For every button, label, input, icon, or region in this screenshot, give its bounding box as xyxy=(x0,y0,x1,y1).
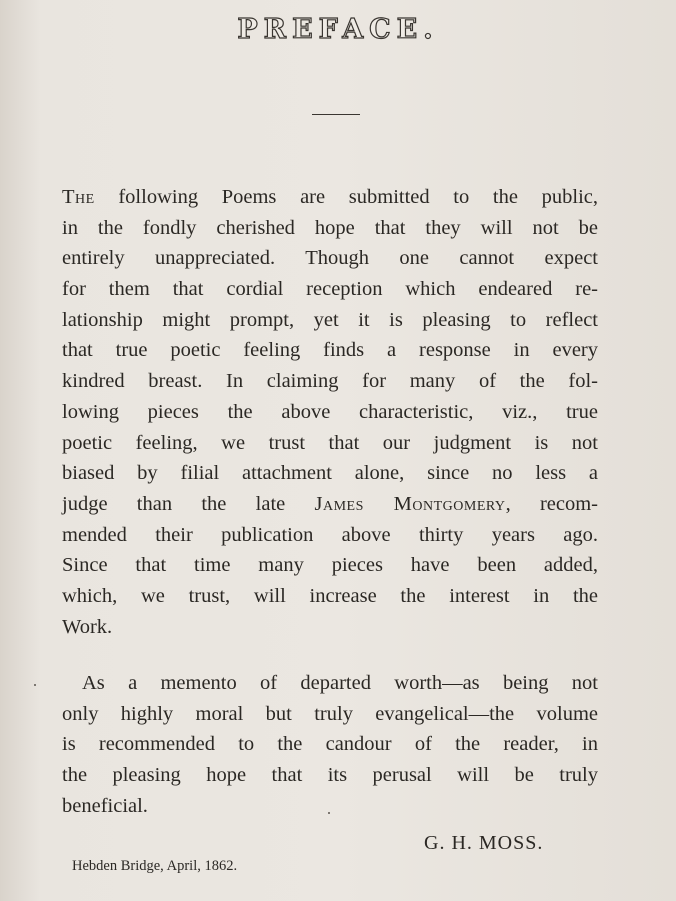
page-title: PREFACE. xyxy=(237,14,439,45)
text-line: entirely unappreciated. Though one cannot expect xyxy=(62,247,598,270)
text-line: in the fondly cherished hope that they will not be xyxy=(62,216,598,239)
text-line: judge than the late James Montgomery, recom- xyxy=(62,492,598,515)
text-line: Since that time many pieces have been added, xyxy=(62,554,598,577)
text-line: Work. xyxy=(62,615,113,638)
text-line: lationship might prompt, yet it is pleasing to reflect xyxy=(62,308,598,331)
text-line-rest: following Poems are submitted to the public, xyxy=(94,186,598,208)
text-line: that true poetic feeling finds a response in every xyxy=(62,339,598,362)
preface-paragraph-2 xyxy=(62,668,598,821)
preface-paragraph-1 xyxy=(62,182,598,642)
place-date: Hebden Bridge, April, 1862. xyxy=(72,858,238,874)
text-line: biased by filial attachment alone, since no less a xyxy=(62,462,598,485)
text-line: only highly moral but truly evangelical—the volume xyxy=(62,702,598,725)
text-line: As a memento of departed worth—as being not xyxy=(82,672,598,694)
text-line: which, we trust, will increase the interest in the xyxy=(62,584,598,607)
text-line: is recommended to the candour of the reader, in xyxy=(62,733,598,756)
text-line: The following Poems are submitted to the public, xyxy=(62,186,598,208)
signature: G. H. MOSS. xyxy=(424,832,544,854)
text-line: for them that cordial reception which endeared re- xyxy=(62,278,598,301)
text-line: the pleasing hope that its perusal will be truly xyxy=(62,764,598,787)
text-line: poetic feeling, we trust that our judgment is not xyxy=(62,431,598,454)
title-divider xyxy=(312,114,360,115)
paper-speck xyxy=(328,812,330,814)
text-line: lowing pieces the above characteristic, viz., true xyxy=(62,400,598,423)
text-line: mended their publication above thirty years ago. xyxy=(62,523,598,546)
text-line: beneficial. xyxy=(62,794,148,817)
text-line: kindred breast. In claiming for many of the fol- xyxy=(62,370,598,393)
paper-speck xyxy=(34,684,36,686)
